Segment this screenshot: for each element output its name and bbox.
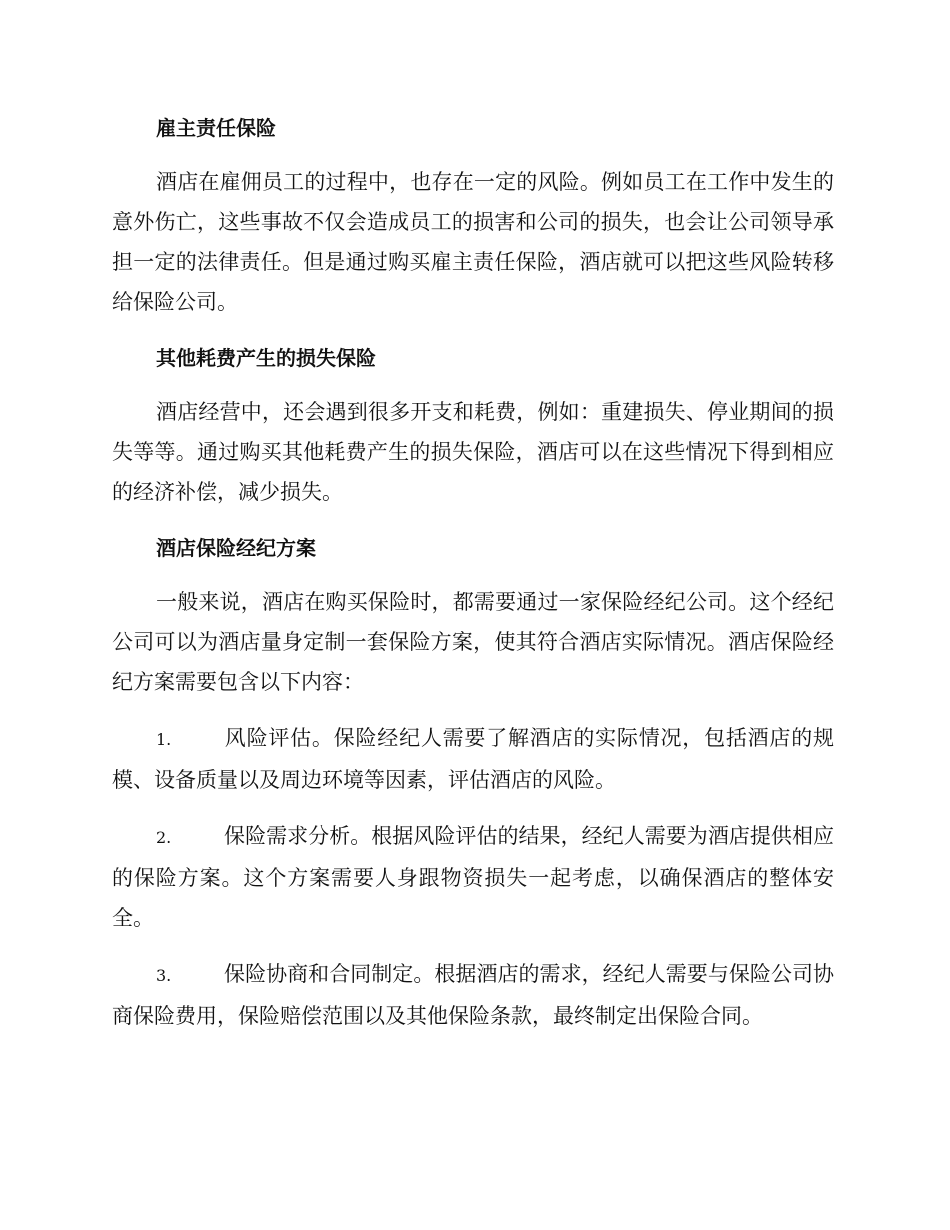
section-paragraph-other-losses: 酒店经营中，还会遇到很多开支和耗费，例如：重建损失、停业期间的损失等等。通过购买其他耗费产生的损失保险，酒店可以在这些情况下得到相应的经济补偿，减少损失。 (112, 400, 834, 504)
list-item (112, 816, 834, 938)
list-item-text: 保险需求分析。根据风险评估的结果，经纪人需要为酒店提供相应的保险方案。这个方案需要人身跟物资损失一起考虑，以确保酒店的整体安全。 (112, 824, 834, 930)
list-item-number: 3. (156, 966, 172, 985)
section-heading-employer-liability: 雇主责任保险 (156, 116, 276, 140)
section-heading-broker-plan: 酒店保险经纪方案 (156, 536, 316, 560)
document-page (112, 108, 834, 1052)
list-item (112, 954, 834, 1036)
section-paragraph-employer-liability: 酒店在雇佣员工的过程中，也存在一定的风险。例如员工在工作中发生的意外伤亡，这些事故不仅会造成员工的损害和公司的损失，也会让公司领导承担一定的法律责任。但是通过购买雇主责任保险，酒店就可以把这些风险转移给保险公司。 (112, 170, 834, 314)
section-heading-other-losses: 其他耗费产生的损失保险 (156, 346, 376, 370)
list-item-text: 保险协商和合同制定。根据酒店的需求，经纪人需要与保险公司协商保险费用，保险赔偿范围以及其他保险条款，最终制定出保险合同。 (112, 962, 834, 1028)
list-item-text: 风险评估。保险经纪人需要了解酒店的实际情况，包括酒店的规模、设备质量以及周边环境等因素，评估酒店的风险。 (112, 726, 834, 792)
list-item-number: 2. (156, 828, 172, 847)
list-item-number: 1. (156, 730, 172, 749)
section-paragraph-broker-plan: 一般来说，酒店在购买保险时，都需要通过一家保险经纪公司。这个经纪公司可以为酒店量身定制一套保险方案，使其符合酒店实际情况。酒店保险经纪方案需要包含以下内容： (112, 590, 834, 694)
list-item (112, 718, 834, 800)
